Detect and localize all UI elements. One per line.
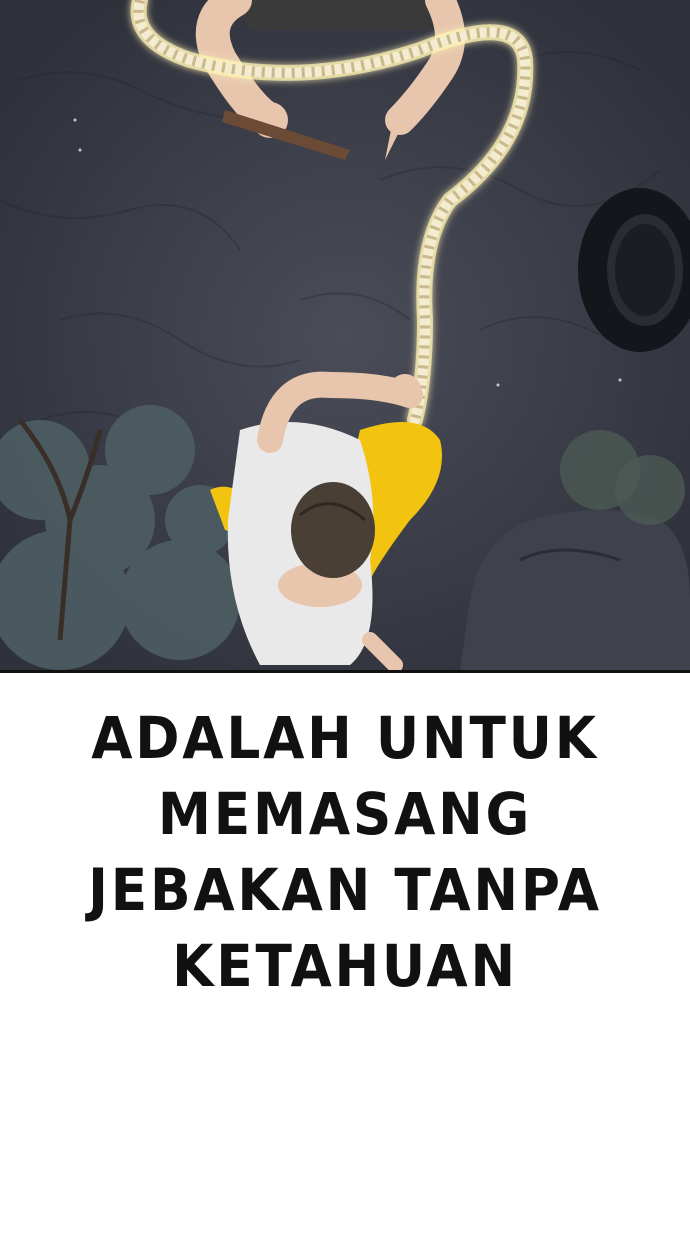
panel-border xyxy=(0,670,690,673)
caption-line-2: MEMASANG xyxy=(157,780,533,848)
narration-caption xyxy=(0,700,690,1004)
caption-line-4: KETAHUAN xyxy=(172,932,518,1000)
caption-line-3: JEBAKAN TANPA xyxy=(88,856,602,924)
caption-line-1: ADALAH UNTUK xyxy=(91,704,599,772)
